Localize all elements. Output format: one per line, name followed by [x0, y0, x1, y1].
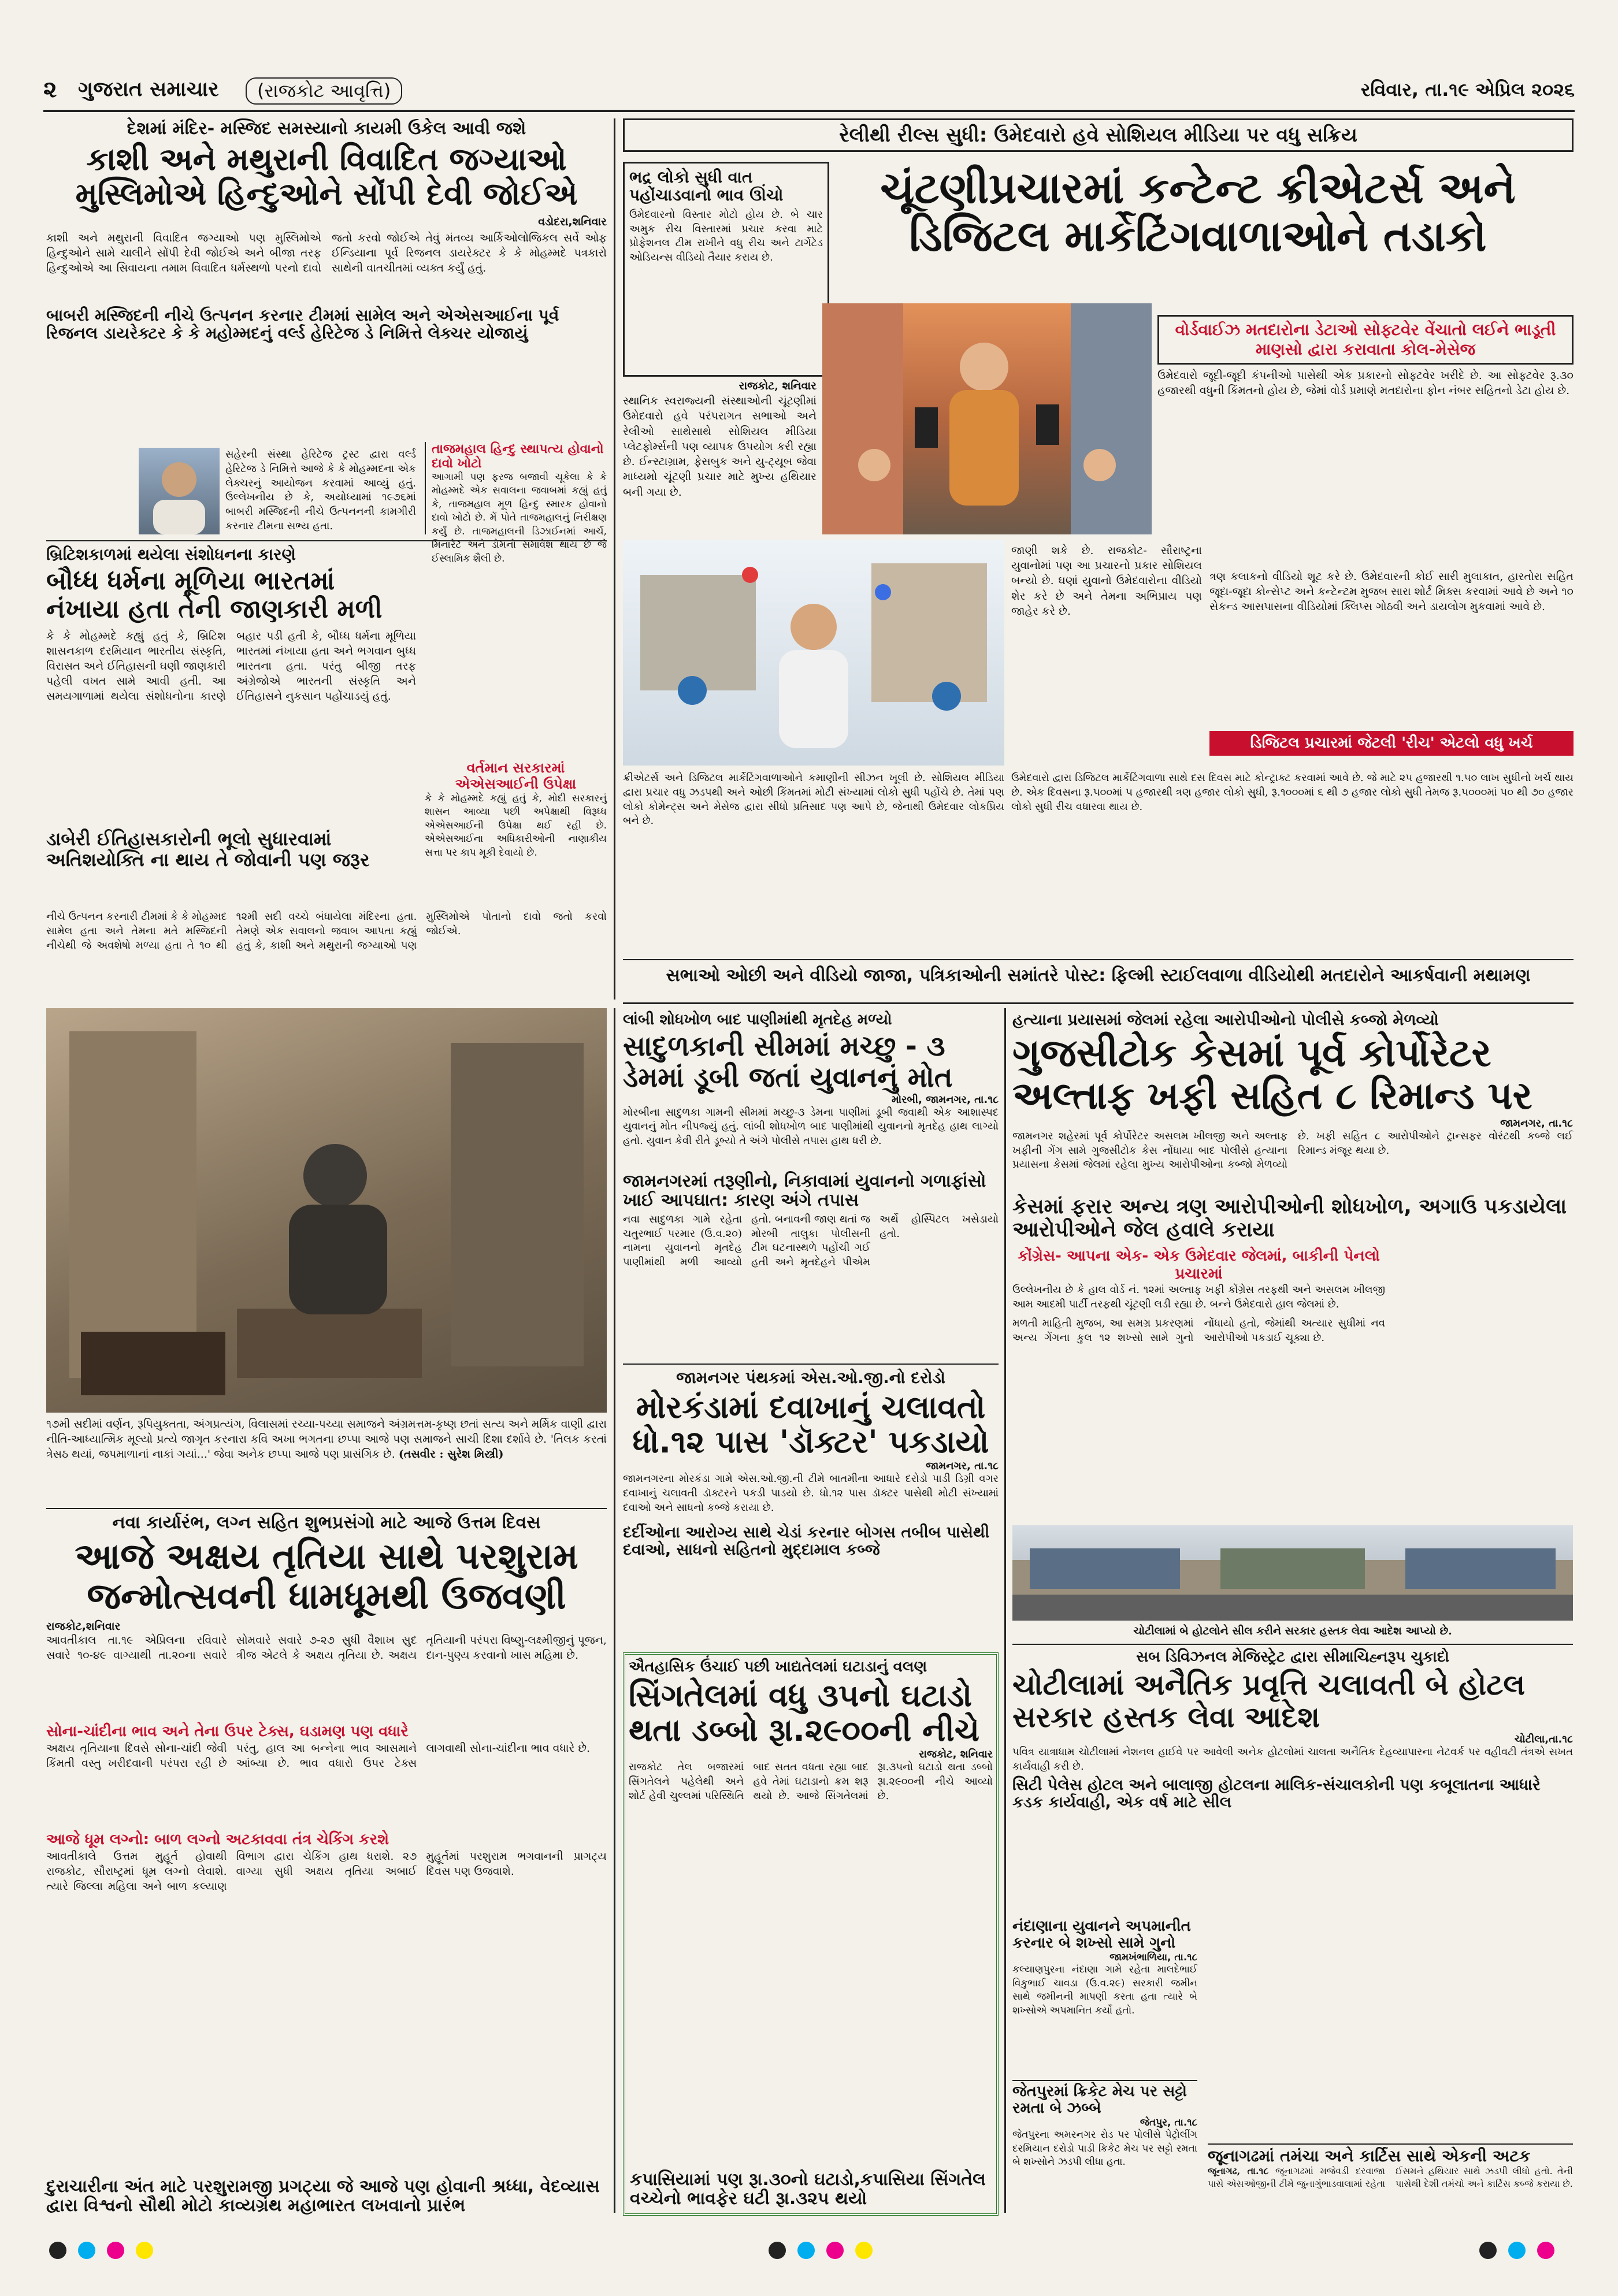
article-body: કલ્યાણપુરના નંદાણા ગામે રહેતા માલદેભાઈ વિકુભાઈ ચાવડા (ઉ.વ.૨૯) સરકારી જમીન સાથે જમીનની માપણી કરતા હતા ત્યારે બે શખ્સોએ અપમાનિત કર્યો હતો.	[1012, 1964, 1197, 2016]
hotel-illustration	[1012, 1525, 1573, 1621]
registration-dot	[1479, 2242, 1497, 2259]
kicker: દેશમાં મંદિર- મસ્જિદ સમસ્યાનો કાયમી ઉકેલ આવી જશે	[127, 118, 526, 139]
kicker: હત્યાના પ્રયાસમાં જેલમાં રહેલા આરોપીઓનો પોલીસે કબ્જો મેળવ્યો	[1012, 1011, 1439, 1029]
person-icon	[139, 448, 220, 534]
image-caption: ક્રીએટર્સ અને ડિજિટલ માર્કેટિંગવાળાઓને કમાણીની સીઝન ખૂલી છે. સોશિયલ મીડિયા દ્વારા પ્રચાર વધુ ઝડપથી અને ઓછી કિંમતમાં મોટી સંખ્યામાં લોકો સુધી પહોંચે છે. તેમાં પણ લોકો કોમેન્ટ્સ અને મેસેજ દ્વારા સીધો પ્રતિસાદ પણ આપે છે, જેનાથી ઉમેદવાર લોકપ્રિય બને છે.	[623, 772, 1004, 827]
story-election-digital	[623, 118, 1574, 1000]
digital-box-body: ઉમેદવારો દ્વારા ડિજિટલ માર્કેટિંગવાળા સાથે દસ દિવસ માટે કોન્ટ્રાક્ટ કરવામાં આવે છે. જે માટે ૨૫ હજારથી ૧.૫૦ લાખ સુધીનો ખર્ચ થાય છે. એક દિવસના રૂ.૫૦૦માં ૫ હજારથી ત્રણ હજાર લોકો સુધી, રૂ.૧૦૦૦માં ૬ થી ૭ હજાર લોકો સુધી તેમજ રૂ.૫૦૦૦માં ૫૦ થી ૭૦ હજાર લોકો સુધી રીચ વધારવા થાય છે.	[1011, 772, 1574, 813]
registration-dot	[855, 2242, 873, 2259]
box-body: આગામી પણ ફરજ બજાવી ચૂકેલા કે કે મોહમ્મદે એક સવાલના જવાબમાં કહ્યું હતું કે, તાજમહાલ મૂળ હિન્દુ સ્મારક હોવાનો દાવો ખોટો છે. મેં પોતે તાજમહાલનું નિરીક્ષણ કર્યું છે. તાજમહાલની ડિઝાઈનમાં આર્ચ, મિનારેટ અને ડોમનો સમાવેશ થાય છે જે ઈસ્લામિક શૈલી છે.	[432, 471, 607, 564]
article-body: કાશી અને મથુરાની વિવાદિત જગ્યાઓ પણ મુસ્લિમોએ હિન્દુઓને સામે ચાલીને સોંપી દેવી જોઈએ અને બીજા તરફ હિન્દુઓએ આ સિવાયના તમામ વિવાદિત ધર્મસ્થળો પરનો દાવો જતો કરવો જોઈએ તેવું મંતવ્ય આર્કિઓલોજિકલ સર્વે ઓફ ઈન્ડિયાના પૂર્વ રિજનલ ડાયરેક્ટર કે કે મોહમ્મદે પત્રકારો સાથેની વાતચીતમાં વ્યક્ત કર્યું હતું.	[46, 231, 607, 275]
subhead: સિટી પેલેસ હોટલ અને બાલાજી હોટલના માલિક-સંચાલકોની પણ કબૂલાતના આધારે કડક કાર્યવાહી, એક વર્ષ માટે સીલ	[1012, 1775, 1541, 1811]
dateline: રાજકોટ, શનિવાર	[919, 1748, 993, 1760]
illustration-rally	[623, 540, 1004, 766]
registration-dot	[769, 2242, 786, 2259]
column-divider	[1004, 1008, 1006, 2213]
headline: સિંગતેલમાં વધુ ૩૫નો ઘટાડો થતા ડબ્બો રૂા.૨૯૦૦ની નીચે	[629, 1677, 979, 1749]
article-body: મોરબીના સાદુળકા ગામની સીમમાં મચ્છુ-૩ ડેમના પાણીમાં ડૂબી જવાથી એક આશાસ્પદ યુવાનનું મોત નીપજ્યું હતું. લાંબી શોધખોળ બાદ પાણીમાંથી યુવાનનો મૃતદેહ હાથ લાગ્યો હતો. યુવાન કેવી રીતે ડૂબ્યો તે અંગે પોલીસે તપાસ હાથ ધરી છે.	[623, 1106, 999, 1147]
subhead: દર્દીઓના આરોગ્ય સાથે ચેડાં કરનાર બોગસ તબીબ પાસેથી દવાઓ, સાધનો સહિતનો મુદ્દામાલ કબ્જે	[623, 1523, 990, 1559]
subhead-gold: સોના-ચાંદીના ભાવ અને તેના ઉપર ટેક્સ, ઘડામણ પણ વધારે	[46, 1722, 409, 1740]
article-body: જેતપુરના અમરનગર રોડ પર પોલીસે પેટ્રોલીંગ દરમિયાન દરોડો પાડી ક્રિકેટ મેચ પર સટ્ટો રમતા બે શખ્સોને ઝડપી લીધા હતા.	[1012, 2129, 1197, 2168]
article-text: સ્થાનિક સ્વરાજ્યની સંસ્થાઓની ચૂંટણીમાં ઉમેદવારો હવે પરંપરાગત સભાઓ અને રેલીઓ સાથેસાથે સોશિયલ મીડિયા પ્લેટફોર્મ્સની પણ વ્યાપક ઉપયોગ કરી રહ્યા છે. ઈન્સ્ટાગ્રામ, ફેસબુક અને યુ-ટ્યૂબ જેવા માધ્યમો ચૂંટણી પ્રચાર માટે મુખ્ય હથિયાર બની ગયા છે.	[623, 395, 817, 499]
article-body: જામનગર શહેરમાં પૂર્વ કોર્પોરેટર અસલમ ખીલજી અને અલ્તાફ ખફીની ગેંગ સામે ગુજસીટોક કેસ નોંધાયા બાદ પોલીસે હત્યાના પ્રયાસના કેસમાં જેલમાં રહેલા મુખ્ય આરોપીઓના કબ્જો મેળવ્યો છે. ખફી સહિત ૮ આરોપીઓને ટ્રાન્સફર વોરંટથી કબ્જે લઈ રિમાન્ડ મંજૂર થયા છે.	[1012, 1130, 1573, 1171]
dateline: ચોટીલા,તા.૧૮	[1514, 1733, 1573, 1745]
dateline: મોરબી, જામનગર, તા.૧૮	[891, 1093, 999, 1106]
box-body: કે કે મોહમ્મદે કહ્યું હતું કે, મોદી સરકારનું શાસન આવ્યા પછી અપેક્ષાથી વિરૂધ્ધ એએસઆઈની ઉપેક્ષા થઈ રહી છે. એએસઆઈના અધિકારીઓની નાણાકીય સત્તા પર કાપ મૂકી દેવાયો છે.	[425, 793, 607, 859]
box-body: ઉલ્લેખનીય છે કે હાલ વોર્ડ નં. ૧૨માં અલ્તાફ ખફી કોંગ્રેસ તરફથી અને અસલમ ખીલજી આમ આદમી પાર્ટી તરફથી ચૂંટણી લડી રહ્યા છે. બન્ને ઉમેદવારો હાલ જેલમાં છે.	[1012, 1284, 1385, 1311]
statue-caption	[46, 1417, 607, 1503]
article-body-2: સહેરની સંસ્થા હેરિટેજ ટ્રસ્ટ દ્વારા વર્લ્ડ હેરિટેજ ડે નિમિત્તે આજે કે કે મોહમ્મદના એક લેક્ચરનું આયોજન કરવામાં આવ્યું હતું. ઉલ્લેખનીય છે કે, અયોધ્યામાં ૧૯૭૬માં બાબરી મસ્જિદની નીચે ઉત્પનનની કામગીરી કરનાર ટીમના સભ્ય હતા.	[225, 448, 416, 533]
story-bogus-doctor	[623, 1364, 999, 1652]
dateline: જામનગર, તા.૧૮	[926, 1459, 999, 1472]
column-divider	[614, 118, 615, 1000]
box-title: વર્તમાન સરકારમાં એએસઆઈની ઉપેક્ષા	[455, 760, 577, 792]
headline: સાદુળકાની સીમમાં મચ્છુ - ૩ ડેમમાં ડૂબી જતાં યુવાનનું મોત	[623, 1030, 953, 1094]
lead-box	[623, 162, 829, 377]
story-buddhism	[46, 540, 607, 997]
article-body	[623, 378, 817, 534]
registration-dot	[107, 2242, 124, 2259]
statue-photo	[46, 1008, 607, 1413]
story-gujcitok	[1012, 1011, 1573, 1621]
masthead	[43, 74, 1575, 109]
illustration-art	[623, 540, 1004, 766]
hotel-photo	[1012, 1525, 1573, 1621]
kicker: જામનગર પંથકમાં એસ.ઓ.જી.નો દરોડો	[623, 1364, 999, 1388]
headline: કાશી અને મથુરાની વિવાદિત જગ્યાઓ મુસ્લિમોએ હિન્દુઓને સોંપી દેવી જોઈએ	[75, 141, 578, 213]
illustration-content-creators	[822, 303, 1152, 534]
registration-dot	[136, 2242, 153, 2259]
headline: ચોટીલામાં અનૈતિક પ્રવૃત્તિ ચલાવતી બે હોટલ સરકાર હસ્તક લેવા આદેશ	[1012, 1668, 1526, 1734]
hotel-photo-caption: ચોટીલામાં બે હોટલોને સીલ કરીને સરકાર હસ્તક લેવા આદેશ આપ્યો છે.	[1133, 1625, 1452, 1637]
issue-date: રવિવાર, તા.૧૯ એપ્રિલ ૨૦૨૬	[1360, 79, 1575, 101]
photo-credit: (તસવીર : સુરેશ મિસ્ત્રી)	[398, 1448, 504, 1461]
article-body-3: આવતીકાલે ઉત્તમ મુહૂર્ત હોવાથી રાજકોટ, સૌરાષ્ટ્રમાં ધૂમ લગ્નો લેવાશે. ત્યારે જિલ્લા મહિલા અને બાળ કલ્યાણ વિભાગ દ્વારા ચેકિંગ હાથ ધરાશે. ૨૭ વાગ્યા સુધી અક્ષય તૃતિયા અબાઈ મુહૂર્તમાં પરશુરામ ભગવાનની પ્રાગટ્ય દિવસ પણ ઉજવાશે.	[46, 1849, 607, 1893]
headline: ચૂંટણીપ્રચારમાં કન્ટેન્ટ ક્રીએટર્સ અને ડિજિટલ માર્કેટિંગવાળાઓને તડાકો	[880, 164, 1516, 261]
dateline: રાજકોટ, શનિવાર	[739, 380, 817, 392]
registration-dot	[826, 2242, 844, 2259]
page-number: ૨	[43, 76, 57, 103]
article-body: જામનગરના મોરકંડા ગામે એસ.ઓ.જી.ની ટીમે બાતમીના આધારે દરોડો પાડી ડિગ્રી વગર દવાખાનું ચલાવતી ડૉક્ટરને પકડી પાડયો છે. ધો.૧૨ પાસ ડૉક્ટર પાસેથી મોટી સંખ્યામાં દવાઓ અને સાધનો કબ્જે કરાયા છે.	[623, 1472, 999, 1514]
subhead: ડાબેરી ઈતિહાસકારોની ભૂલો સુધારવામાં અતિશયોક્તિ ના થાય તે જોવાની પણ જરૂર	[46, 828, 370, 871]
article-body: પવિત્ર યાત્રાધામ ચોટીલામાં નેશનલ હાઈવે પર આવેલી અનેક હોટલોમાં ચાલતા અનૈતિક દેહવ્યાપારના નેટવર્ક પર વહીવટી તંત્રએ સખત કાર્યવાહી કરી છે.	[1012, 1746, 1573, 1773]
registration-dot	[797, 2242, 815, 2259]
dateline: જામનગર, તા.૧૮	[1500, 1117, 1573, 1130]
red-box-voter-data	[1157, 315, 1574, 563]
subhead-parshuram: દુરાચારીના અંત માટે પરશુરામજી પ્રગટ્યા જે આજે પણ હોવાની શ્રધ્ધા, વેદવ્યાસ દ્વારા વિશ્વનો સૌથી મોટો કાવ્યગ્રંથ મહાભારત લખવાનો પ્રારંભ	[46, 2176, 600, 2216]
asi-box	[425, 760, 607, 916]
article-body-2: મળતી માહિતી મુજબ, આ સમગ્ર પ્રકરણમાં અન્ય ગેંગના કુલ ૧૨ શખ્સો સામે ગુનો નોંધાયો હતો, જેમાંથી અત્યાર સુધીમાં નવ આરોપીઓ પકડાઈ ચૂક્યા છે.	[1012, 1317, 1385, 1344]
headline: જેતપુરમાં ક્રિકેટ મેચ પર સટ્ટો રમતા બે ઝબ્બે	[1012, 2080, 1197, 2117]
registration-dot	[1508, 2242, 1526, 2259]
bottom-band: કપાસિયામાં પણ રૂા.૩૦નો ઘટાડો,કપાસિયા સિંગતેલ વચ્ચેનો ભાવફેર ઘટી રૂા.૩૨૫ થયો	[630, 2169, 986, 2209]
story-akshay-tritiya	[46, 1508, 607, 2216]
dateline: જૂનાગઢ, તા.૧૮	[1208, 2165, 1269, 2177]
box-title: વોર્ડવાઈઝ મતદારોના ડેટાઓ સોફ્ટવેર વેંચાતો લઈને ભાડૂતી માણસો દ્વારા કરાવાતા કોલ-મેસેજ	[1157, 315, 1574, 365]
story-dam-drowning	[623, 1011, 999, 1352]
kicker: સબ ડિવિઝનલ મેજિસ્ટ્રેટ દ્વારા સીમાચિહ્નરૂપ ચુકાદો	[1012, 1644, 1573, 1666]
subhead: જામનગરમાં તરૂણીનો, નિકાવામાં યુવાનનો ગળાફાંસો ખાઈ આપઘાત: કારણ અંગે તપાસ	[623, 1171, 986, 1211]
masthead-rule	[43, 110, 1575, 112]
box-title: કોંગ્રેસ- આપના એક- એક ઉમેદવાર જેલમાં, બાકીની પેનલો પ્રચારમાં	[1018, 1247, 1380, 1283]
article-body-2: નીચે ઉત્પનન કરનારી ટીમમાં કે કે મોહમ્મદ સામેલ હતા અને તેમના મતે મસ્જિદની નીચેથી જે અવશેષો મળ્યા હતા તે ૧૦ થી ૧૨મી સદી વચ્ચે બંધાયેલા મંદિરના હતા. તેમણે એક સવાલનો જવાબ આપતા કહ્યું હતું કે, કાશી અને મથુરાની જગ્યાઓ પણ મુસ્લિમોએ પોતાનો દાવો જતો કરવો જોઈએ.	[46, 911, 607, 952]
story-chotila-hotels	[1012, 1644, 1573, 1909]
paper-name: ગુજરાત સમાચાર	[78, 77, 219, 101]
dateline: જેતપુર, તા.૧૮	[1140, 2117, 1197, 2129]
box-body: ઉમેદવારો જૂદી-જૂદી કંપનીઓ પાસેથી એક પ્રકારનો સોફ્ટવેર ખરીદે છે. આ સોફ્ટવેર રૂ.૩૦ હજારથી વધુની કિંમતનો હોય છે, જેમાં વોર્ડ પ્રમાણે મતદારોના ફોન નંબર સહિતનો ડેટા હોય છે.	[1157, 369, 1574, 397]
article-body-3: ત્રણ કલાકનો વીડિયો શૂટ કરે છે. ઉમેદવારની કોઈ સારી મુલાકાત, હારતોરા સહિત જૂદા-જૂદા કોન્સેપ્ટ અને કન્ટેન્ટમ મુજબ સારા શોર્ટ મિક્સ કરવામાં આવે છે અને ૧૦ સેકન્ડ આસપાસના વીડિયોમાં ક્લિપ્સ ગોઠવી અને ડાયલોગ મુકવામાં આવે છે.	[1209, 570, 1574, 614]
headline: બૌધ્ધ ધર્મના મૂળિયા ભારતમાં નંખાયા હતા તેની જાણકારી મળી	[46, 566, 383, 625]
registration-dot	[49, 2242, 66, 2259]
taj-box	[425, 442, 607, 564]
edition-label: (રાજકોટ આવૃત્તિ)	[246, 77, 402, 105]
article-body: કે કે મોહમ્મદે કહ્યું હતું કે, બ્રિટિશ શાસનકાળ દરમિયાન ભારતીય સંસ્કૃતિ, વિરાસત અને ઈતિહાસની ઘણી જાણકારી પહેલી વખત સામે આવી હતી. આ સમયગાળામાં થયેલા સંશોધનોના કારણે બહાર પડી હતી કે, બૌધ્ધ ધર્મના મૂળિયા ભારતમાં નંખાયા હતા અને ભગવાન બુધ્ધ ભારતના હતા. પરંતુ બીજી તરફ અંગ્રેજોએ ભારતની સંસ્કૃતિ અને ઈતિહાસને નુકસાન પહોંચાડયું હતું.	[46, 629, 416, 703]
illustration-art	[822, 303, 1152, 534]
story-groundnut-oil	[623, 1652, 999, 2216]
dateline: જામખંભાળિયા, તા.૧૮	[1109, 1952, 1197, 1964]
column-divider	[614, 1008, 615, 2213]
headline: જૂનાગઢમાં તમંચા અને કાર્ટિસ સાથે એકની અટક	[1208, 2143, 1573, 2165]
story-nandana	[1012, 1918, 1197, 2074]
story-jetpur-betting	[1012, 2080, 1197, 2216]
subhead: બાબરી મસ્જિદની નીચે ઉત્પનન કરનાર ટીમમાં સામેલ અને એએસઆઈના પૂર્વ રિજનલ ડાયરેક્ટર કે કે મહોમ્મદનું વર્લ્ડ હેરિટેજ ડે નિમિત્તે લેક્ચર યોજાયું	[46, 305, 559, 343]
subhead-weddings: આજે ધૂમ લગ્નો: બાળ લગ્નો અટકાવવા તંત્ર ચેકિંગ કરશે	[46, 1830, 389, 1848]
box-title: તાજમહાલ હિન્દુ સ્થાપત્ય હોવાનો દાવો ખોટો	[432, 442, 604, 471]
article-text: જૂનાગઢમાં મજેવડી દરવાજા પાસે એસઓજીની ટીમે જુનાગુંભાડવાલામાં રહેતા ઈસમને હથિયાર સાથે ઝડપી લીધો હતો. તેની પાસેથી દેશી તમંચો અને કાર્ટિસ કબ્જે કરાયા છે.	[1208, 2165, 1573, 2190]
article-body-2: નવા સાદુળકા ગામે રહેતા ચતુરભાઈ પરમાર (ઉ.વ.૨૦) નામના યુવાનનો મૃતદેહ પાણીમાંથી મળી આવ્યો હતો. બનાવની જાણ થતાં જ મોરબી તાલુકા પોલીસની ટીમ ઘટનાસ્થળે પહોંચી ગઈ હતી અને મૃતદેહને પીએમ અર્થે હોસ્પિટલ ખસેડાયો હતો.	[623, 1213, 999, 1269]
headline: ગુજસીટોક કેસમાં પૂર્વ કોર્પોરેટર અલ્તાફ ખફી સહિત ૮ રિમાન્ડ પર	[1012, 1031, 1532, 1118]
jail-box	[1012, 1247, 1385, 1312]
lead-box-title: ભદ્ર લોકો સુધી વાત પહોંચાડવાનો ભાવ ઊંચો	[629, 168, 784, 205]
article-body: આવતીકાલ તા.૧૯ એપ્રિલના રવિવારે સવારે ૧૦-૪૯ વાગ્યાથી તા.૨૦ના સવારે સોમવારે સવારે ૭-૨૭ સુધી વૈશાખ સુદ ત્રીજ એટલે કે અક્ષય તૃતિયા છે. અક્ષય તૃતિયાની પરંપરા વિષ્ણુ-લક્ષ્મીજીનું પૂજન, દાન-પુણ્ય કરવાનો ખાસ મહિમા છે.	[46, 1633, 607, 1662]
lead-box-body: ઉમેદવારનો વિસ્તાર મોટો હોય છે. બે ચાર અમુક રીચ વિસ્તારમાં પ્રચાર કરવા માટે પ્રોફેશનલ ટીમ રાખીને વધુ રીચ અને ટાર્ગેટેડ ઓડિયન્સ વીડિયો તૈયાર કરાય છે.	[629, 208, 823, 264]
kicker: લાંબી શોધખોળ બાદ પાણીમાંથી મૃતદેહ મળ્યો	[623, 1011, 892, 1028]
article-body-2: જાણી શકે છે. રાજકોટ- સૌરાષ્ટ્રના યુવાનોમાં પણ આ પ્રચારનો પ્રકાર સોશિયલ બન્યો છે. ઘણાં યુવાનો ઉમેદવારોના વીડિયો શેર કરે છે અને તેમના અભિપ્રાય પણ જાહેર કરે છે.	[1011, 544, 1202, 618]
dateline: રાજકોટ,શનિવાર	[46, 1619, 121, 1633]
article-body: રાજકોટ તેલ બજારમાં સિંગતેલને પહેલેથી અને શોર્ટ હેવી ચુલ્લમાં પરિસ્થિતિ બાદ સતત વધતા રહ્યા બાદ હવે તેમાં ઘટાડાનો ક્રમ શરૂ થયો છે. આજે સિંગતેલમાં રૂા.૩૫નો ઘટાડો થતા ડબ્બો રૂા.૨૯૦૦ની નીચે આવ્યો છે.	[629, 1760, 993, 1802]
headline: આજે અક્ષય તૃતિયા સાથે પરશુરામ જન્મોત્સવની ધામધૂમથી ઉજવણી	[75, 1535, 578, 1618]
story-junagadh-weapon	[1208, 2143, 1573, 2216]
registration-dot	[78, 2242, 95, 2259]
kicker: બ્રિટિશકાળમાં થયેલા સંશોધનના કારણે	[46, 540, 607, 564]
article-body-2: અક્ષય તૃતિયાના દિવસે સોના-ચાંદી જેવી કિંમતી વસ્તુ ખરીદવાની પરંપરા રહી છે પરંતુ, હાલ આ બન્નેના ભાવ આસમાને આંબ્યા છે. ભાવ વધારો ઉપર ટેક્સ લાગવાથી સોના-ચાંદીના ભાવ વધારે છે.	[46, 1741, 591, 1770]
section-rule	[623, 1002, 1574, 1004]
subhead: કેસમાં ફરાર અન્ય ત્રણ આરોપીઓની શોધખોળ, અગાઉ પકડાયેલા આરોપીઓને જેલ હવાલે કરાયા	[1012, 1194, 1567, 1242]
headline: મોરકંડામાં દવાખાનું ચલાવતો ધો.૧૨ પાસ 'ડૉક્ટર' પકડાયો	[632, 1389, 989, 1461]
portrait-photo	[139, 448, 220, 534]
caption-text: ૧૭મી સદીમાં વર્ણન, રૂપિયુક્તતા, અંગપ્રત્યંગ, વિલાસમાં રચ્યા-પચ્યા સમાજને અંગ્રમત્તમ-કૃષ્ણ છતાં સત્ય અને મર્મિક વાણી દ્વારા નીતિ-આધ્યાત્મિક મૂલ્યો પ્રત્યે જાગૃત કરનારા કવિ અખા ભગતના છપ્પા આજે પણ સમાજને સાચી દિશા દર્શાવે છે. 'તિલક કરતાં ત્રેસઠ થયાં, જપમાળાનાં નાકાં ગયાં...' જેવા અનેક છપ્પા આજે પણ પ્રાસંગિક છે.	[46, 1418, 607, 1461]
headline: નંદાણાના યુવાનને અપમાનીત કરનાર બે શખ્સો સામે ગુનો	[1012, 1918, 1191, 1952]
kicker: રેલીથી રીલ્સ સુધી: ઉમેદવારો હવે સોશિયલ મીડિયા પર વધુ સક્રિય	[623, 118, 1574, 152]
statue-illustration	[46, 1008, 607, 1413]
dateline: વડોદરા,શનિવાર	[538, 215, 607, 228]
article-body	[1208, 2165, 1573, 2211]
box-title: ડિજિટલ પ્રચારમાં જેટલી 'રીચ' એટલો વધુ ખર્ચ	[1209, 731, 1574, 756]
kicker: નવા કાર્યારંભ, લગ્ન સહિત શુભપ્રસંગો માટે આજે ઉત્તમ દિવસ	[46, 1508, 607, 1533]
kicker: ઐતહાસિક ઉંચાઈ પછી ખાદ્યતેલમાં ઘટાડાનું વલણ	[629, 1658, 927, 1675]
registration-dot	[1537, 2242, 1554, 2259]
bottom-band: સભાઓ ઓછી અને વીડિયો જાજા, પત્રિકાઓની સમાંતરે પોસ્ટ: ફિલ્મી સ્ટાઈલવાળા વીડિયોથી મતદારોને આકર્ષવાની મથામણ	[623, 959, 1574, 986]
